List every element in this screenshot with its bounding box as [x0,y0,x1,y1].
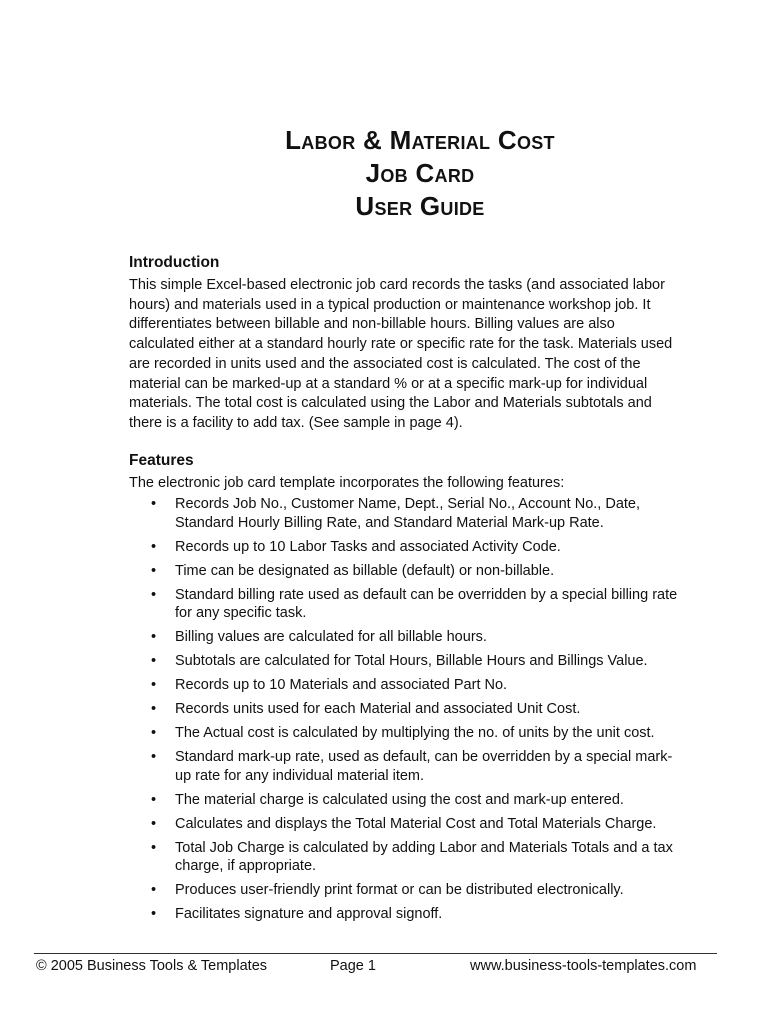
bullet-icon: • [151,701,157,718]
list-item-line: Records Job No., Customer Name, Dept., Serial No., Account No., Date, [175,496,640,513]
list-item [129,905,719,924]
list-item [129,791,719,810]
bullet-icon: • [151,538,157,555]
introduction-line: differentiates between billable and non-billable hours. Billing values are also [129,316,615,333]
introduction-line: material can be marked-up at a standard % or at a specific mark-up for individual [129,375,648,392]
introduction-line: materials. The total cost is calculated using the Labor and Materials subtotals and [129,395,652,412]
list-item-line: Records units used for each Material and associated Unit Cost. [175,701,581,718]
bullet-icon: • [151,725,157,742]
list-item [129,676,719,695]
bullet-icon: • [151,496,157,513]
list-item [129,881,719,900]
list-item-line: Produces user-friendly print format or can be distributed electronically. [175,882,624,899]
bullet-icon: • [151,677,157,694]
list-item-line: for any specific task. [175,605,307,622]
list-item-line: charge, if appropriate. [175,858,317,875]
introduction-heading: Introduction [129,254,220,271]
list-item [129,652,719,671]
list-item-line: Calculates and displays the Total Material Cost and Total Materials Charge. [175,815,657,832]
list-item [129,700,719,719]
bullet-icon: • [151,839,157,856]
bullet-icon: • [151,791,157,808]
introduction-paragraph [129,276,719,434]
list-item-line: Facilitates signature and approval signoff. [175,906,443,923]
list-item [129,495,719,532]
list-item-line: Billing values are calculated for all billable hours. [175,629,487,646]
introduction-line: there is a facility to add tax. (See sample in page 4). [129,414,463,431]
list-item [129,562,719,581]
introduction-line: calculated either at a standard hourly rate or specific rate for the task. Materials used [129,336,673,353]
list-item-line: Standard mark-up rate, used as default, can be overridden by a special mark- [175,749,673,766]
list-item [129,815,719,834]
footer-page-number: Page 1 [330,958,376,974]
bullet-icon: • [151,562,157,579]
introduction-line: This simple Excel-based electronic job card records the tasks (and associated labor [129,277,665,293]
list-item [129,839,719,876]
bullet-icon: • [151,653,157,670]
title-line-2: Job Card [365,158,475,188]
bullet-icon: • [151,815,157,832]
introduction-line: are recorded in units used and the associated cost is calculated. The cost of the [129,355,641,372]
list-item-line: The material charge is calculated using the cost and mark-up entered. [175,791,624,808]
title-line-3: User Guide [355,191,485,221]
features-heading: Features [129,451,194,469]
features-intro: The electronic job card template incorporates the following features: [129,474,565,491]
bullet-icon: • [151,629,157,646]
list-item-line: Records up to 10 Labor Tasks and associated Activity Code. [175,538,561,555]
document-title [0,124,770,223]
document-body [129,253,719,929]
bullet-icon: • [151,749,157,766]
footer-divider [34,953,717,954]
list-item-line: Standard billing rate used as default can be overridden by a special billing rate [175,586,678,603]
footer-copyright: © 2005 Business Tools & Templates [36,958,268,974]
list-item [129,628,719,647]
list-item-line: Total Job Charge is calculated by adding Labor and Materials Totals and a tax [175,839,673,856]
introduction-line: hours) and materials used in a typical production or maintenance workshop job. It [129,296,651,313]
bullet-icon: • [151,586,157,603]
list-item-line: The Actual cost is calculated by multiplying the no. of units by the unit cost. [175,725,655,742]
list-item [129,538,719,557]
list-item [129,586,719,623]
list-item [129,724,719,743]
list-item-line: Subtotals are calculated for Total Hours, Billable Hours and Billings Value. [175,653,648,670]
title-line-1: Labor & Material Cost [285,125,555,155]
features-list [129,495,719,924]
list-item-line: up rate for any individual material item. [175,767,425,784]
footer-website: www.business-tools-templates.com [470,958,697,974]
list-item [129,748,719,785]
list-item-line: Time can be designated as billable (default) or non-billable. [175,562,555,579]
list-item-line: Standard Hourly Billing Rate, and Standard Material Mark-up Rate. [175,514,604,531]
bullet-icon: • [151,882,157,899]
list-item-line: Records up to 10 Materials and associated Part No. [175,677,508,694]
bullet-icon: • [151,906,157,923]
